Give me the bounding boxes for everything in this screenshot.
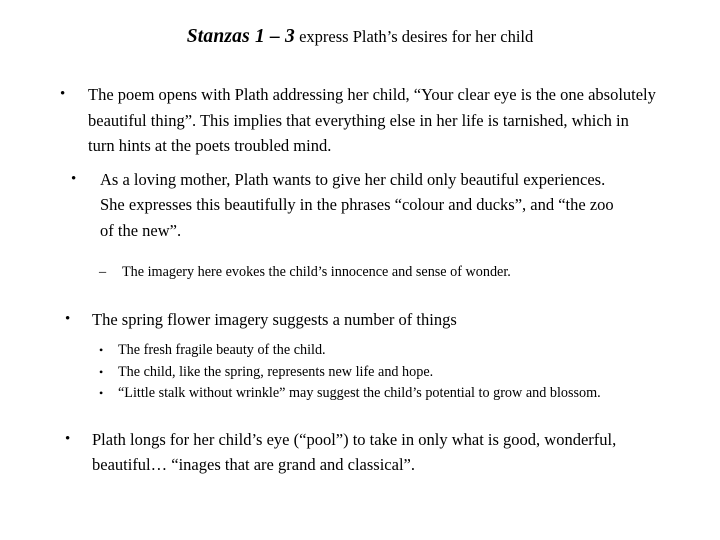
- sub-sub-bullet-item: [0, 340, 720, 362]
- bullet-item: [0, 427, 720, 478]
- bullet-text: As a loving mother, Plath wants to give her child only beautiful experiences. She expresses this beautifully in the phrases “colour and ducks”, and “the zoo of the new”.: [100, 169, 614, 240]
- bullet-text: The fresh fragile beauty of the child.: [118, 342, 326, 359]
- sub-sub-bullet-item: [0, 362, 720, 384]
- sub-sub-bullet-item: [0, 383, 720, 405]
- bullet-marker: •: [60, 86, 66, 102]
- slide-title-emphasis: Stanzas 1 – 3: [186, 26, 295, 47]
- sub-bullet-item: [0, 261, 720, 283]
- spacer: [0, 283, 720, 307]
- bullet-marker: –: [99, 263, 107, 280]
- slide-body: [0, 82, 720, 478]
- bullet-text: The child, like the spring, represents new life and hope.: [118, 363, 434, 380]
- slide-title: [0, 26, 720, 47]
- spacer: [0, 159, 720, 167]
- bullet-text: Plath longs for her child’s eye (“pool”) to take in only what is good, wonderful, beautiful… “inages that are grand and classical”.: [92, 429, 617, 475]
- bullet-marker: •: [99, 343, 104, 358]
- bullet-text: “Little stalk without wrinkle” may suggest the child’s potential to grow and blossom.: [118, 385, 601, 402]
- bullet-marker: •: [99, 364, 104, 379]
- bullet-item: [0, 167, 720, 244]
- spacer: [0, 244, 720, 261]
- bullet-marker: •: [71, 170, 77, 187]
- bullet-text: The imagery here evokes the child’s innocence and sense of wonder.: [122, 263, 511, 280]
- bullet-marker: •: [65, 310, 71, 327]
- bullet-marker: •: [65, 430, 71, 447]
- bullet-text: The poem opens with Plath addressing her child, “Your clear eye is the one absolutely beautiful thing”. This implies that everything else in her life is tarnished, which in turn hints at the poets troubled mind.: [88, 85, 656, 156]
- spacer: [0, 405, 720, 427]
- bullet-item: [0, 307, 720, 333]
- spacer: [0, 332, 720, 340]
- bullet-text: The spring flower imagery suggests a number of things: [92, 309, 457, 329]
- slide-title-rest: express Plath’s desires for her child: [294, 27, 534, 46]
- bullet-item: [0, 82, 720, 159]
- bullet-marker: •: [99, 386, 104, 401]
